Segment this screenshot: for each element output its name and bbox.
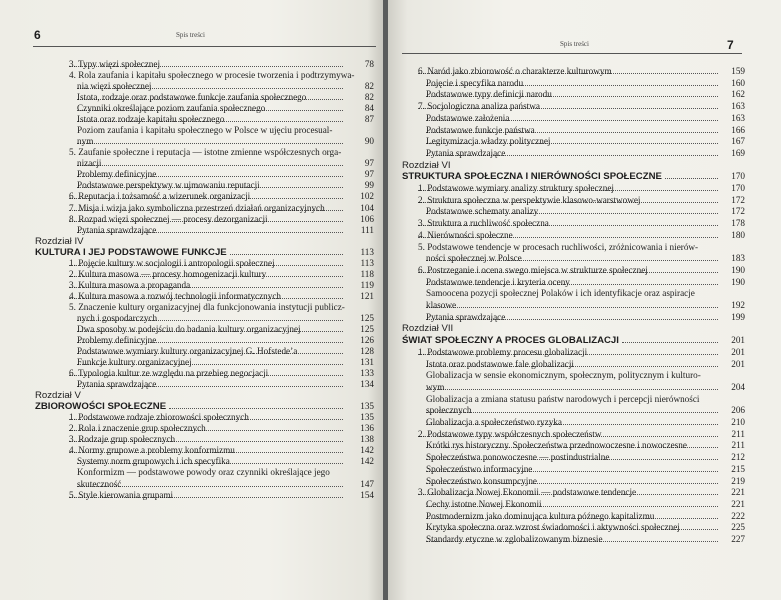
toc-entry: [69, 59, 343, 70]
toc-entry: [77, 379, 343, 390]
chapter-label: Rozdział IV: [35, 235, 84, 247]
page-ref: 113: [360, 246, 374, 257]
page-ref: 135: [360, 412, 374, 423]
toc-entry: [418, 487, 718, 498]
entry-text: 3. Typy więzi społecznej: [69, 59, 161, 69]
page-ref: 221: [731, 498, 745, 509]
chapter-title: STRUKTURA SPOŁECZNA I NIERÓWNOŚCI SPOŁECZNE: [402, 171, 662, 183]
page-ref: 118: [360, 268, 374, 279]
page-ref: 131: [360, 357, 374, 368]
toc-entry: [77, 136, 343, 147]
entry-text: nym: [77, 136, 94, 147]
page-ref: 199: [731, 311, 745, 322]
entry-text: nych i gospodarczych: [77, 312, 158, 323]
entry-text: Poziom zaufania i kapitału społecznego w Polsce w ujęciu procesual-: [77, 125, 333, 136]
dot-leader: [665, 178, 718, 179]
entry-text: nizacji: [77, 158, 102, 169]
toc-entry: [69, 70, 355, 81]
toc-entry: [69, 258, 343, 269]
entry-text: 6. Naród jako zbiorowość o charakterze kulturowym: [418, 66, 612, 76]
page-ref: 134: [360, 379, 374, 390]
page-number: 6: [34, 28, 41, 42]
toc-entry: [77, 313, 343, 324]
page-ref: 170: [731, 183, 745, 193]
page-ref: 215: [731, 463, 745, 474]
page-ref: 106: [360, 213, 374, 224]
page-ref: 206: [731, 405, 745, 416]
page-ref: 221: [731, 487, 745, 498]
page-ref: 138: [360, 434, 374, 445]
toc-entry: [418, 183, 718, 194]
page-ref: 160: [731, 77, 745, 88]
entry-text: Globalizacja w sensie ekonomicznym, społecznym, politycznym i kulturo-: [426, 370, 701, 381]
toc-entry: [69, 147, 343, 158]
entry-text: 2. Struktura społeczna w perspektywie klasowo-warstwowej: [418, 194, 641, 205]
entry-text: Postmodernizm jako dominująca kultura późnego kapitalizmu: [426, 510, 655, 521]
page-ref: 169: [731, 147, 745, 158]
toc-entry: [426, 476, 718, 487]
page-ref: 183: [731, 253, 745, 264]
page-ref: 142: [360, 456, 374, 467]
entry-text: Podstawowe perspektywy w ujmowaniu reputacji: [77, 180, 260, 191]
chapter-title-leader: [622, 335, 718, 346]
toc-entry: [69, 280, 343, 291]
chapter-title-leader: [169, 401, 343, 412]
entry-text: Cechy istotne Nowej Ekonomii: [426, 498, 542, 509]
toc-entry: [418, 101, 718, 112]
right-page: [388, 0, 781, 600]
entry-text: 3. Globalizacja Nowej Ekonomii — podstawowe tendencje: [418, 487, 637, 498]
toc-entry: [77, 335, 343, 346]
toc-entry: [69, 368, 343, 379]
entry-text: 4. Rola zaufania i kapitału społecznego w procesie tworzenia i podtrzymywa-: [69, 70, 355, 81]
entry-text: 1. Podstawowe problemy procesu globalizacji: [418, 346, 588, 357]
entry-text: Społeczeństwa ponowoczesne — postindustrialne: [426, 452, 610, 463]
page-ref: 190: [731, 264, 745, 275]
page-ref: 154: [360, 489, 374, 500]
entry-text: 1. Pojęcie kultury w socjologii i antropologii społecznej: [69, 257, 275, 268]
running-head: Spis treści: [176, 31, 205, 39]
page-ref: 204: [731, 381, 745, 392]
entry-text: 4. Kultura masowa a rozwój technologii informatycznych: [69, 290, 282, 301]
toc-entry: [69, 269, 343, 280]
entry-text: Globalizacja a zmiana statusu państw narodowych i percepcji nierówności: [426, 393, 700, 404]
entry-text: wym: [426, 381, 445, 392]
entry-text: nia więzi społecznej: [77, 81, 152, 92]
page-ref: 126: [360, 335, 374, 345]
entry-text: Legitymizacja władzy politycznej: [426, 136, 551, 147]
entry-text: 6. Postrzeganie i ocena swego miejsca w strukturze społecznej: [418, 264, 648, 275]
toc-entry: [418, 218, 718, 229]
toc-entry: [69, 291, 343, 302]
page-ref: 222: [731, 510, 745, 521]
dot-leader: [77, 143, 343, 144]
toc-entry: [77, 456, 343, 467]
page-ref: 212: [731, 452, 745, 463]
entry-text: Podstawowe typy definicji narodu: [426, 89, 552, 100]
entry-text: Funkcje kultury organizacyjnej: [77, 357, 192, 368]
entry-text: Pytania sprawdzające: [426, 311, 506, 322]
chapter-label: Rozdział VII: [402, 323, 454, 335]
toc-entry: [69, 412, 343, 423]
entry-text: Pytania sprawdzające: [77, 224, 157, 235]
entry-text: ności społecznej w Polsce: [426, 253, 522, 264]
toc-entry: [77, 92, 343, 103]
chapter-label: Rozdział VI: [402, 159, 451, 171]
entry-text: 1. Podstawowe rodzaje zbiorowości społecznych: [69, 412, 249, 423]
page-ref: 163: [731, 101, 745, 112]
header-rule: [33, 46, 376, 47]
toc-entry: [426, 464, 718, 475]
toc-entry: [77, 346, 343, 357]
toc-entry: [418, 265, 718, 276]
left-page: [0, 0, 383, 600]
page-ref: 97: [364, 158, 374, 169]
entry-text: 4. Nierówności społeczne: [418, 229, 513, 240]
toc-entry: [418, 66, 718, 77]
page-ref: 84: [364, 103, 374, 114]
page-ref: 111: [360, 224, 374, 235]
page-ref: 87: [364, 114, 374, 125]
toc-entry: [426, 148, 718, 159]
page-number: 7: [727, 38, 734, 52]
entry-text: 6. Typologia kultur ze względu na przebieg negocjacji: [69, 368, 269, 379]
toc-entry: [77, 324, 343, 335]
running-head: Spis treści: [560, 40, 589, 48]
entry-text: Podstawowe schematy analizy: [426, 206, 539, 217]
page-ref: 201: [731, 346, 745, 357]
page-ref: 178: [731, 218, 745, 229]
chapter-title-leader: [665, 171, 718, 182]
toc-entry: [77, 158, 343, 169]
page-ref: 170: [731, 171, 745, 182]
toc-entry: [418, 230, 718, 241]
toc-entry: [77, 114, 343, 125]
dot-leader: [230, 254, 343, 255]
page-ref: 225: [731, 522, 745, 533]
toc-entry: [418, 347, 718, 358]
entry-text: 4. Normy grupowe a problemy konformizmu: [69, 445, 235, 456]
entry-text: Podstawowe tendencje i kryteria oceny: [426, 276, 570, 287]
toc-entry: [69, 203, 343, 214]
toc-entry: [426, 300, 718, 311]
toc-entry: [426, 417, 718, 428]
entry-text: Czynniki określające poziom zaufania społecznego: [77, 103, 266, 114]
toc-entry: [426, 89, 718, 100]
page-ref: 201: [731, 335, 745, 346]
entry-text: Istota, rodzaje oraz podstawowe funkcje zaufania społecznego: [77, 92, 307, 103]
entry-text: 3. Kultura masowa a propaganda: [69, 279, 191, 290]
entry-text: 7. Misja i wizja jako symboliczna przestrzeń działań organizacyjnych: [69, 202, 325, 213]
entry-text: 2. Kultura masowa — procesy homogenizacji kultury: [69, 268, 267, 279]
entry-text: 5. Znaczenie kultury organizacyjnej dla funkcjonowania instytucji publicz-: [69, 301, 345, 312]
entry-text: Podstawowe wymiary kultury organizacyjnej G. Hofstede’a: [77, 346, 298, 357]
chapter-label: Rozdział V: [35, 390, 81, 402]
header-rule: [402, 53, 742, 54]
toc-entry: [426, 370, 718, 381]
chapter-title: ŚWIAT SPOŁECZNY A PROCES GLOBALIZACJI: [402, 335, 619, 347]
entry-text: Istota oraz podstawowe fale globalizacji: [426, 358, 574, 369]
toc-entry: [426, 253, 718, 264]
page-ref: 190: [731, 276, 745, 287]
page-ref: 99: [364, 180, 374, 191]
page-ref: 162: [731, 89, 745, 100]
entry-text: Krótki rys historyczny. Społeczeństwa przednowoczesne i nowoczesne: [426, 440, 687, 451]
toc-entry: [418, 429, 718, 440]
page-ref: 163: [731, 112, 745, 123]
page-ref: 166: [731, 124, 745, 135]
toc-entry: [426, 312, 718, 323]
toc-entry: [69, 423, 343, 434]
toc-entry: [426, 277, 718, 288]
toc-entry: [69, 191, 343, 202]
entry-text: Standardy etyczne w zglobalizowanym biznesie: [426, 534, 603, 544]
entry-text: 3. Struktura a ruchliwość społeczna: [418, 218, 549, 229]
page-ref: 142: [360, 445, 374, 456]
entry-text: 5. Zaufanie społeczne i reputacja — istotne zmienne współczesnych orga-: [69, 147, 342, 158]
entry-text: Pytania sprawdzające: [77, 379, 157, 390]
toc-entry: [426, 113, 718, 124]
toc-entry: [77, 467, 343, 478]
chapter-title: KULTURA I JEJ PODSTAWOWE FUNKCJE: [35, 246, 227, 258]
entry-text: 8. Rozpad więzi społecznej — procesy dezorganizacji: [69, 213, 268, 224]
entry-text: Globalizacja a społeczeństwo ryzyka: [426, 417, 562, 427]
entry-text: Pytania sprawdzające: [426, 147, 506, 158]
page-ref: 192: [731, 300, 745, 310]
toc-entry: [69, 490, 343, 501]
toc-entry: [77, 180, 343, 191]
entry-text: 5. Podstawowe tendencje w procesach ruchliwości, zróżnicowania i nierów-: [418, 241, 699, 252]
dot-leader: [426, 389, 718, 390]
toc-entry: [426, 499, 718, 510]
toc-entry: [426, 534, 718, 545]
page-ref: 82: [364, 92, 374, 103]
dot-leader: [622, 342, 718, 343]
page-ref: 201: [731, 358, 745, 369]
entry-text: Istota oraz rodzaje kapitału społecznego: [77, 114, 225, 125]
entry-text: 7. Socjologiczna analiza państwa: [418, 101, 540, 112]
dot-leader: [77, 165, 343, 166]
page-ref: 125: [360, 323, 374, 334]
entry-text: Krytyka społeczna oraz wzrost świadomości i aktywności społecznej: [426, 522, 680, 533]
toc-entry: [426, 359, 718, 370]
toc-entry: [77, 479, 343, 490]
page-ref: 167: [731, 136, 745, 147]
toc-entry: [77, 81, 343, 92]
toc-entry: [426, 206, 718, 217]
page-ref: 82: [364, 81, 374, 92]
dot-leader: [169, 408, 343, 409]
page-ref: 172: [731, 194, 745, 205]
page-ref: 113: [360, 257, 374, 268]
entry-text: Konformizm — podstawowe powody oraz czynniki określające jego: [77, 467, 330, 478]
toc-entry: [426, 394, 718, 405]
page-ref: 78: [364, 59, 374, 69]
entry-text: 2. Rola i znaczenie grup społecznych: [69, 423, 206, 434]
toc-entry: [426, 382, 718, 393]
toc-entry: [426, 78, 718, 89]
page-ref: 128: [360, 346, 374, 357]
toc-entry: [426, 125, 718, 136]
page-ref: 133: [360, 368, 374, 379]
entry-text: Podstawowe funkcje państwa: [426, 124, 535, 135]
toc-entry: [77, 357, 343, 368]
page-ref: 211: [731, 428, 745, 439]
toc-entry: [426, 452, 718, 463]
chapter-title: ZBIOROWOŚCI SPOŁECZNE: [35, 401, 167, 413]
entry-text: Dwa sposoby w podejściu do badania kultury organizacyjnej: [77, 323, 301, 334]
toc-entry: [418, 195, 718, 206]
page-ref: 136: [360, 423, 374, 434]
toc-entry: [77, 169, 343, 180]
entry-text: Samoocena pozycji społecznej Polaków i ich identyfikacje oraz aspiracje: [426, 288, 695, 299]
entry-text: Społeczeństwo informacyjne: [426, 463, 533, 474]
page-ref: 90: [364, 136, 374, 147]
entry-text: 5. Style kierowania grupami: [69, 489, 174, 500]
toc-entry: [77, 125, 343, 136]
entry-text: 2. Podstawowe typy współczesnych społeczeństw: [418, 428, 602, 439]
entry-text: Problemy definicyjne: [77, 169, 157, 180]
page-ref: 172: [731, 206, 745, 217]
toc-entry: [426, 136, 718, 147]
page-ref: 219: [731, 475, 745, 486]
dot-leader: [426, 307, 718, 308]
page-ref: 227: [731, 534, 745, 544]
page-ref: 211: [731, 440, 745, 451]
page-ref: 159: [731, 66, 745, 76]
toc-entry: [426, 405, 718, 416]
entry-text: 6. Reputacja i tożsamość a wizerunek organizacji: [69, 191, 251, 202]
toc-entry: [77, 225, 343, 236]
toc-entry: [69, 302, 343, 313]
entry-text: klasowe: [426, 300, 457, 310]
page-ref: 135: [360, 401, 374, 412]
page-ref: 147: [360, 478, 374, 489]
entry-text: Społeczeństwo konsumpcyjne: [426, 475, 537, 486]
page-ref: 119: [360, 279, 374, 290]
toc-entry: [69, 434, 343, 445]
toc-entry: [426, 511, 718, 522]
toc-entry: [426, 288, 718, 299]
page-ref: 210: [731, 417, 745, 427]
entry-text: Problemy definicyjne: [77, 335, 157, 345]
page-ref: 104: [360, 202, 374, 213]
toc-entry: [69, 445, 343, 456]
entry-text: skuteczność: [77, 478, 122, 489]
page-ref: 102: [360, 191, 374, 202]
toc-entry: [426, 440, 718, 451]
toc-entry: [418, 242, 718, 253]
entry-text: Systemy norm grupowych i ich specyfika: [77, 456, 230, 467]
toc-entry: [69, 214, 343, 225]
page-ref: 97: [364, 169, 374, 180]
page-ref: 180: [731, 229, 745, 240]
toc-entry: [77, 103, 343, 114]
page-ref: 125: [360, 312, 374, 323]
entry-text: społecznych: [426, 405, 472, 416]
page-ref: 121: [360, 290, 374, 301]
entry-text: Pojęcie i specyfika narodu: [426, 77, 524, 88]
toc-entry: [426, 522, 718, 533]
entry-text: 3. Rodzaje grup społecznych: [69, 434, 176, 445]
chapter-title-leader: [230, 247, 343, 258]
entry-text: Podstawowe założenia: [426, 112, 510, 123]
entry-text: 1. Podstawowe wymiary analizy struktury społecznej: [418, 183, 614, 193]
